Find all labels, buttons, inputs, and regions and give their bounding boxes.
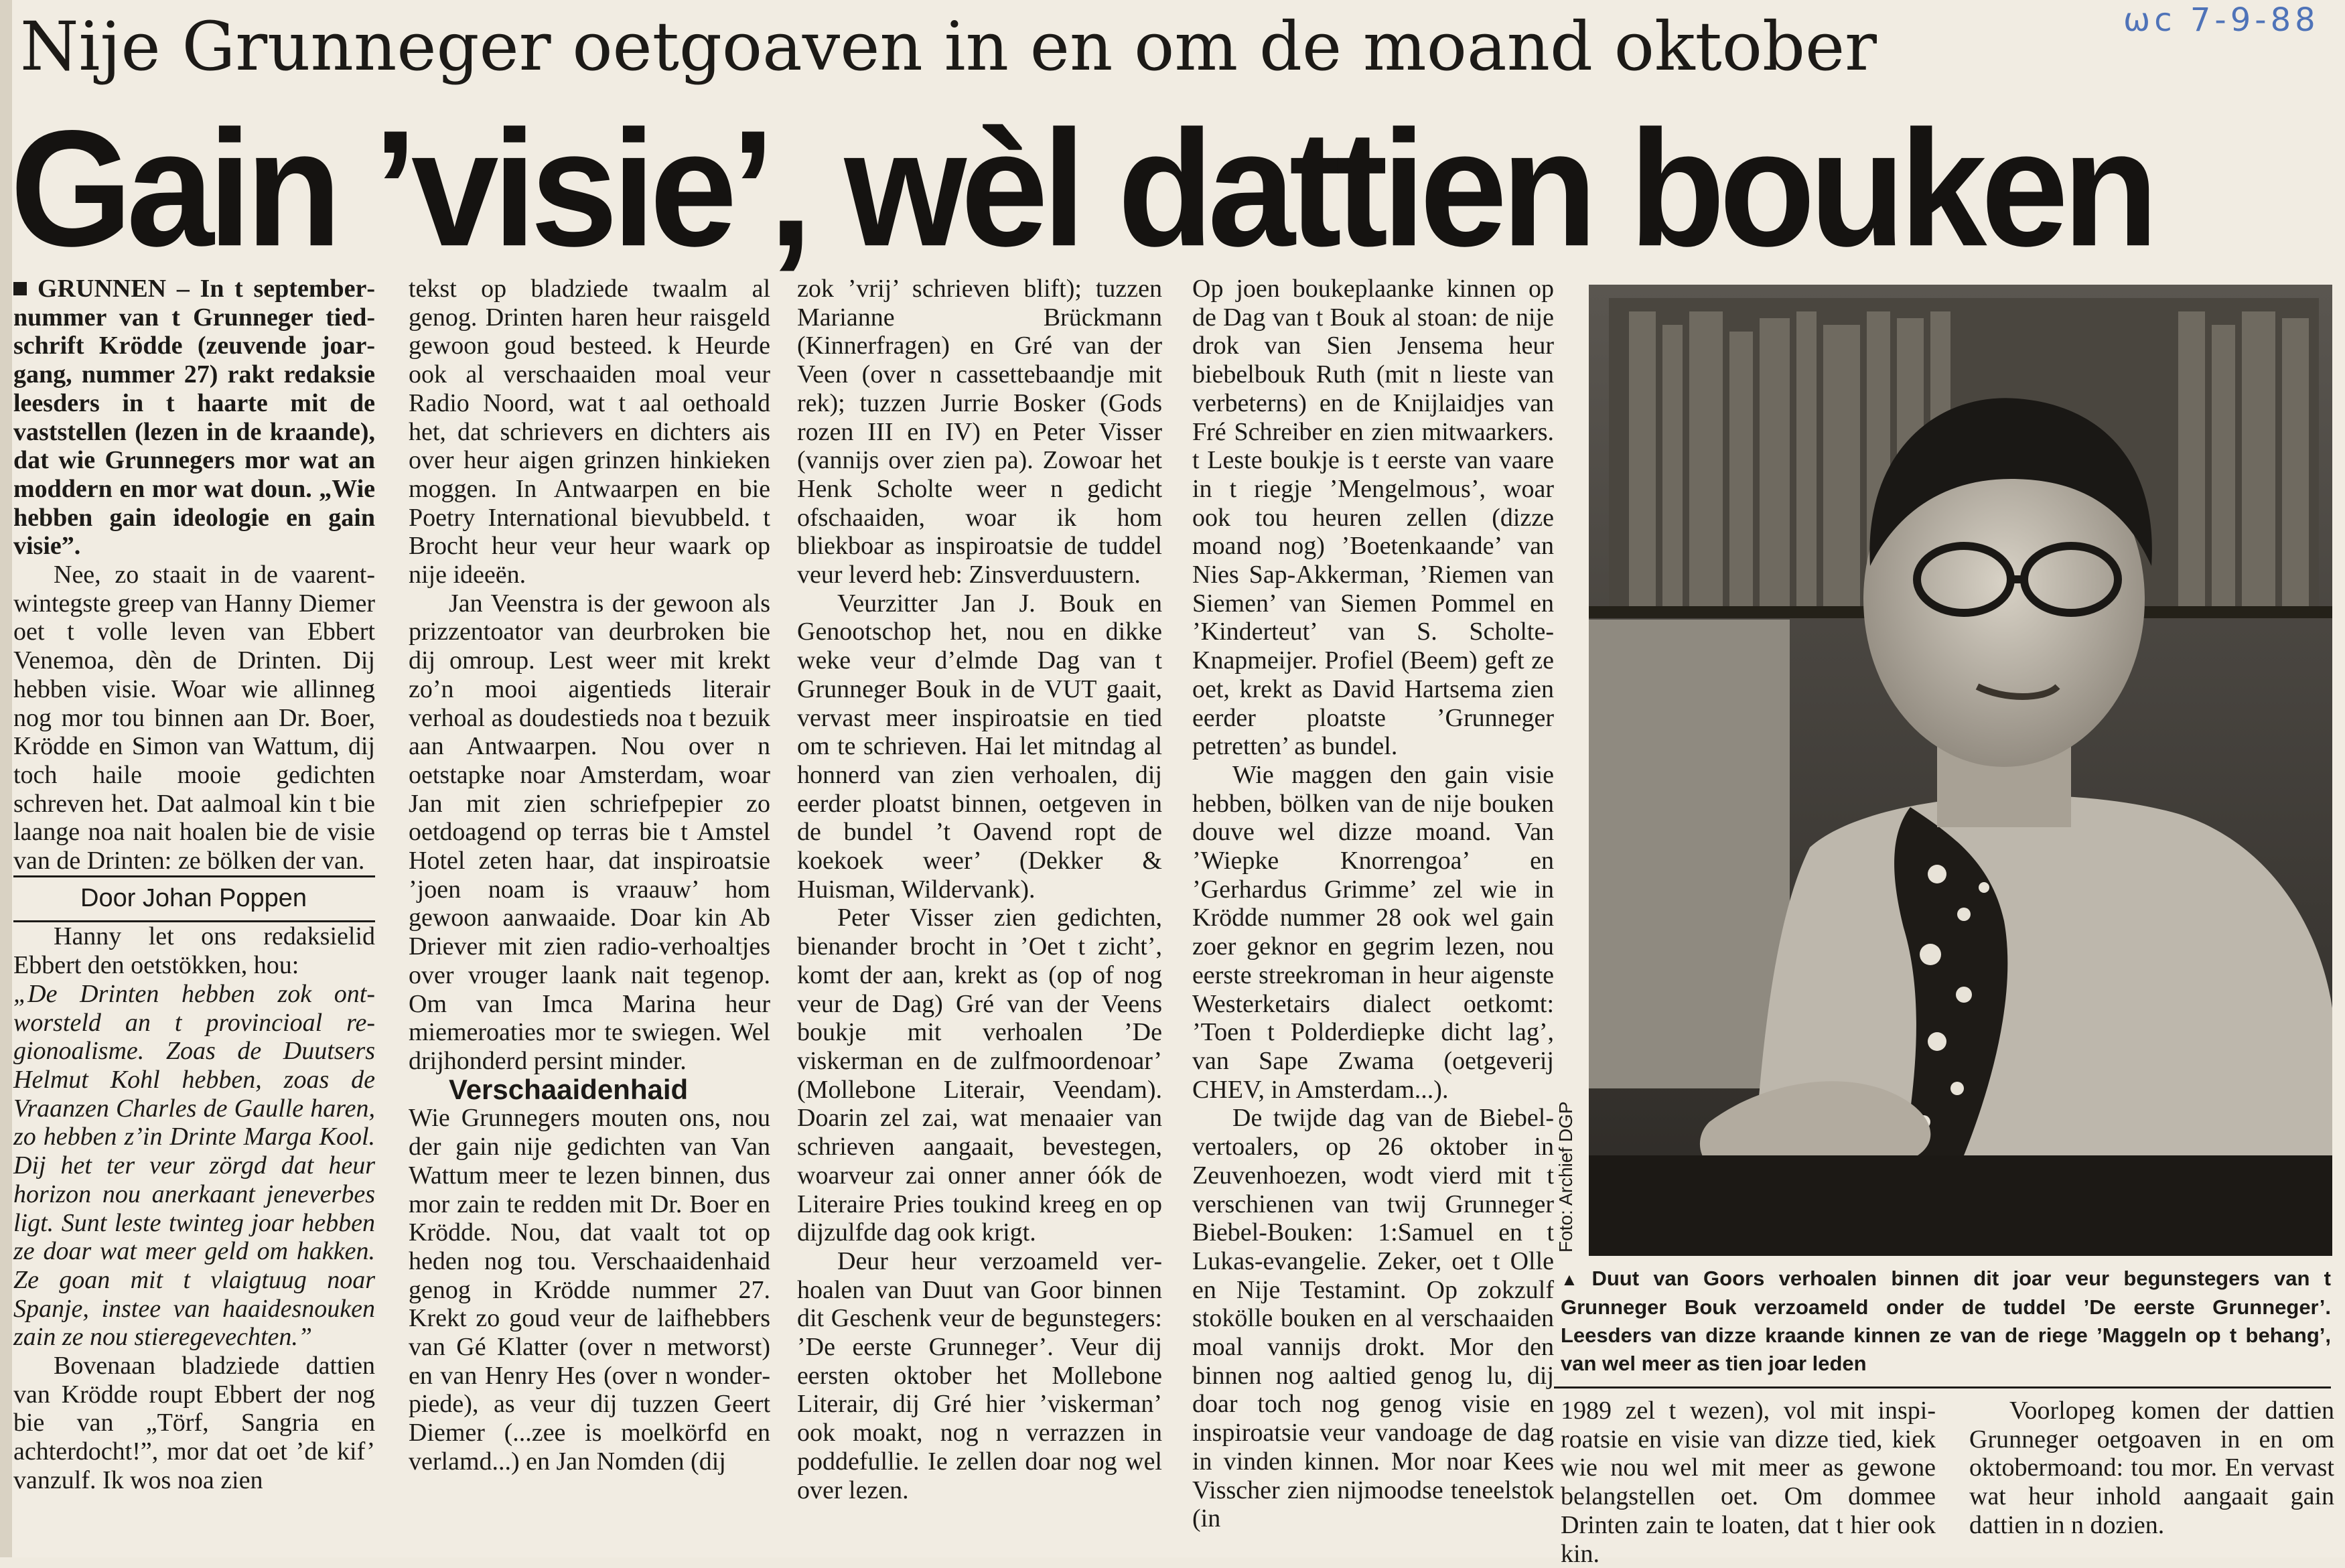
column-6: [1969, 1397, 2334, 1540]
portrait-photo: [1589, 285, 2332, 1256]
paragraph: Wie Grunnegers mouten ons, nou der gain nije gedichten van Van Wattum meer te lezen binnen, dus mor zain te redden mit Dr. Boer en Krödde. Nou, dat vaalt tot op heden nog tou. Verschaaidenhaid genog in Krödde nummer 27. Krekt zo goud veur de laifhebbers van Gé Klatter (over n metworst) en van Henry Hes (over n wonderpiede), as veur dij tuzzen Geert Diemer (...zee is moelkörfd en verlamd...) en Jan Nomden (dij: [409, 1104, 770, 1476]
paragraph: tekst op bladziede twaalm al genog. Drinten haren heur raisgeld gewoon goud besteed. k Heurde ook al verschaaiden moal veur Radio Noord, wat t aal oethoald het, dat schrievers en dichters ais over heur aigen grinzen hinkieken moggen. In Antwaarpen en bie Poetry International bievubbeld. t Brocht heur veur heur waark op nije ideeën.: [409, 275, 770, 589]
paragraph: Veurzitter Jan J. Bouk en Genootschop het, nou en dikke weke veur d’elmde Dag van t Grunneger Bouk in de VUT gaait, vervast meer inspiroatsie en tied om te schrieven. Hai let mitndag al honnerd van zien verhoalen, dij eerder ploatst binnen, oetgeven in de bundel ’t Oavend ropt de koekoek weer’ (Dekker & Huisman, Wildervank).: [797, 589, 1162, 904]
square-bullet-icon: [13, 282, 27, 295]
paragraph: Nee, zo staait in de vaarentwintegste greep van Hanny Diemer oet t volle leven van Ebbert Venemoa, dèn de Drinten. Dij hebben visie. Woar wie allinneg nog mor tou binnen aan Dr. Boer, Krödde en Simon van Wattum, dij toch haile mooie gedichten schreven het. Dat aalmoal kin t bie laange noa nait hoalen bie de visie van de Drinten: ze bölken der van.: [13, 561, 375, 875]
paragraph: Deur heur verzoameld verhoalen van Duut van Goor binnen dit Geschenk veur de begunstegers: ’De eerste Grunneger’. Veur dij eersten oktober het Mollebone Literair, dij Gré hier ’viskerman’ ook moakt, nog n verrazzen in poddefullie. Ie zellen doar nog wel over lezen.: [797, 1246, 1162, 1504]
lead-paragraph: GRUNNEN – In t septembernummer van t Grunneger tiedschrift Krödde (zeuvende joargang, nummer 27) rakt redaksie leesders in t haarte mit de vaststellen (lezen in de kraande), dat wie Grunnegers mor wat an moddern en mor wat doun. „Wie hebben gain ideologie en gain visie”.: [13, 275, 375, 561]
subheading: Verschaaidenhaid: [449, 1073, 689, 1105]
kicker-headline: Nije Grunneger oetgoaven in en om de moand oktober: [20, 7, 1877, 86]
column-2: [409, 275, 770, 1476]
column-divider: [1554, 1386, 2331, 1388]
paragraph: Op joen boukeplaanke kinnen op de Dag van t Bouk al stoan: de nije drok van Sien Jensema heur biebelbouk Ruth (mit n lieste van verbeterns) en de Knijlaidjes van Fré Schreiber en zien mitwaarkers. t Leste boukje is t eerste van vaare in t riegje ’Mengelmous’, woar ook tou heuren zellen (dizze moand nog) ’Boetenkaande’ van Nies Sap-Akkerman, ’Riemen van Siemen’ van Siemen Pommel en ’Kinderteut’ van S. Scholte-Knapmeijer. Profiel (Beem) geft ze oet, krekt as David Hartsema zien eerder ploatste ’Grunneger petretten’ as bundel.: [1192, 275, 1554, 761]
paragraph: Bovenaan bladziede dattien van Krödde roupt Ebbert der nog bie van „Törf, Sangria en achterdocht!”, mor dat oet ’de kif’ vanzulf. Ik wos noa zien: [13, 1352, 375, 1494]
paragraph: De twijde dag van de Biebelvertoalers, op 26 oktober in Zeuvenhoezen, wodt vierd mit t verschienen van twij Grunneger Biebel-Bouken: 1:Samuel en t Lukas-evangelie. Zeker, oet t Olle en Nije Testamint. Op zokzulf stokölle bouken en al verschaaiden moal vannijs drokt. Mor den binnen nog aaltied genog lu, dij doar toch nog genog visie en inspiroatsie veur vandoage de dag in vinden kinnen. Mor noar Kees Visscher zien nijmoodse teneelstok (in: [1192, 1104, 1554, 1533]
column-3: [797, 275, 1162, 1504]
paragraph: Voorlopeg komen der dattien Grunneger oetgoaven in en om oktobermoand: tou mor. En vervast wat heur inhold aangaait gain dattien in n dozien.: [1969, 1397, 2334, 1539]
paragraph: Jan Veenstra is der gewoon als prizzentoator van deurbroken bie dij omroup. Lest weer mit krekt zo’n mooi aigentieds literair verhoal as doudestieds noa t bezuik aan Antwaarpen. Nou over n oetstapke noar Amsterdam, woar Jan mit zien schriefpepier zo oetdoagend op terras bie t Amstel Hotel zeten haar, dat inspiroatsie ’joen noam is vraauw’ hom gewoon aanwaaide. Doar kin Ab Driever mit zien radio-verhoaltjes over vrouger laank nait tegenop. Om van Imca Marina heur miemeroaties mor te swiegen. Wel drijhonderd persint minder.: [409, 589, 770, 1075]
main-headline: Gain ’visie’, wèl dattien bouken: [10, 95, 2153, 281]
portrait-illustration: [1589, 285, 2332, 1256]
dateline: GRUNNEN: [38, 275, 167, 303]
paragraph: Hanny let ons redaksielid Ebbert den oetstökken, hou:: [13, 922, 375, 980]
triangle-bullet-icon: ▲: [1561, 1269, 1587, 1289]
column-1: [13, 275, 375, 1495]
paragraph: zok ’vrij’ schrieven blift); tuzzen Marianne Brückmann (Kinnerfragen) en Gré van der Veen (over n cassettebaandje mit rek); tuzzen Jurrie Bosker (Gods rozen III en IV) en Peter Visser (vannijs over zien pa). Zowoar het Henk Scholte weer n gedicht ofschaaiden, woar ik hom bliekboar as inspiroatsie de tuddel veur leverd heb: Zinsverduustern.: [797, 275, 1162, 589]
paragraph: Peter Visser zien gedichten, bienander brocht in ’Oet t zicht’, komt der aan, krekt as (op of nog veur de Dag) Gré van der Veens boukje mit verhoalen ’De viskerman en de zulfmoordenoar’ (Mollebone Literair, Veendam). Doarin zel zai, wat menaaier van schrieven aangaait, bevestegen, woarveur zai onner anner óók de Literaire Pries toukind kreeg en op dijzulfde dag ook krigt.: [797, 904, 1162, 1247]
handwritten-date-note: ωc 7-9-88: [2123, 1, 2320, 39]
quote-paragraph: „De Drinten hebben zok ontworsteld an t provincioal regionoalisme. Zoas de Duutsers Helmut Kohl hebben, zoas de Vraanzen Charles de Gaulle haren, zo hebben z’in Drinte Marga Kool. Dij het ter veur zörgd dat heur horizon nou anerkaant jeneverbes ligt. Sunt leste twinteg joar hebben ze doar wat meer geld om hakken. Ze goan mit t vlaigtuug noar Spanje, instee van haaidesnouken zain ze nou stieregevechten.”: [13, 979, 375, 1352]
byline: Door Johan Poppen: [13, 875, 375, 923]
column-5: [1561, 1397, 1936, 1568]
paragraph: Wie maggen den gain visie hebben, bölken van de nije bouken douve wel dizze moand. Van ’Wiepke Knorrengoa’ en ’Gerhardus Grimme’ zel wie in Krödde nummer 28 ook wel gain zoer geknor en gegrim lezen, nou eerste streekroman in heur aigenste Westerketairs dialect oetkomt: ’Toen t Polderdiepke dicht lag’, van Sape Zwama (oetgeverij CHEV, in Amsterdam...).: [1192, 760, 1554, 1104]
column-4: [1192, 275, 1554, 1533]
paragraph: 1989 zel t wezen), vol mit inspiroatsie en visie van dizze tied, kiek wie nou wel mit meer as gewone belangstellen oet. Om dommee Drinten zain te loaten, dat t hier ook kin.: [1561, 1397, 1936, 1568]
photo-caption: ▲ Duut van Goors verhoalen binnen dit joar veur begunstegers van t Grunneger Bouk verzoameld onder de tuddel ’De eerste Grunneger’. Leesders van dizze kraande kinnen ze van de riege ’Maggeln op t behang’, van wel meer as tien joar leden: [1561, 1267, 2332, 1375]
photo-credit: Foto: Archief DGP: [1555, 1101, 1576, 1253]
